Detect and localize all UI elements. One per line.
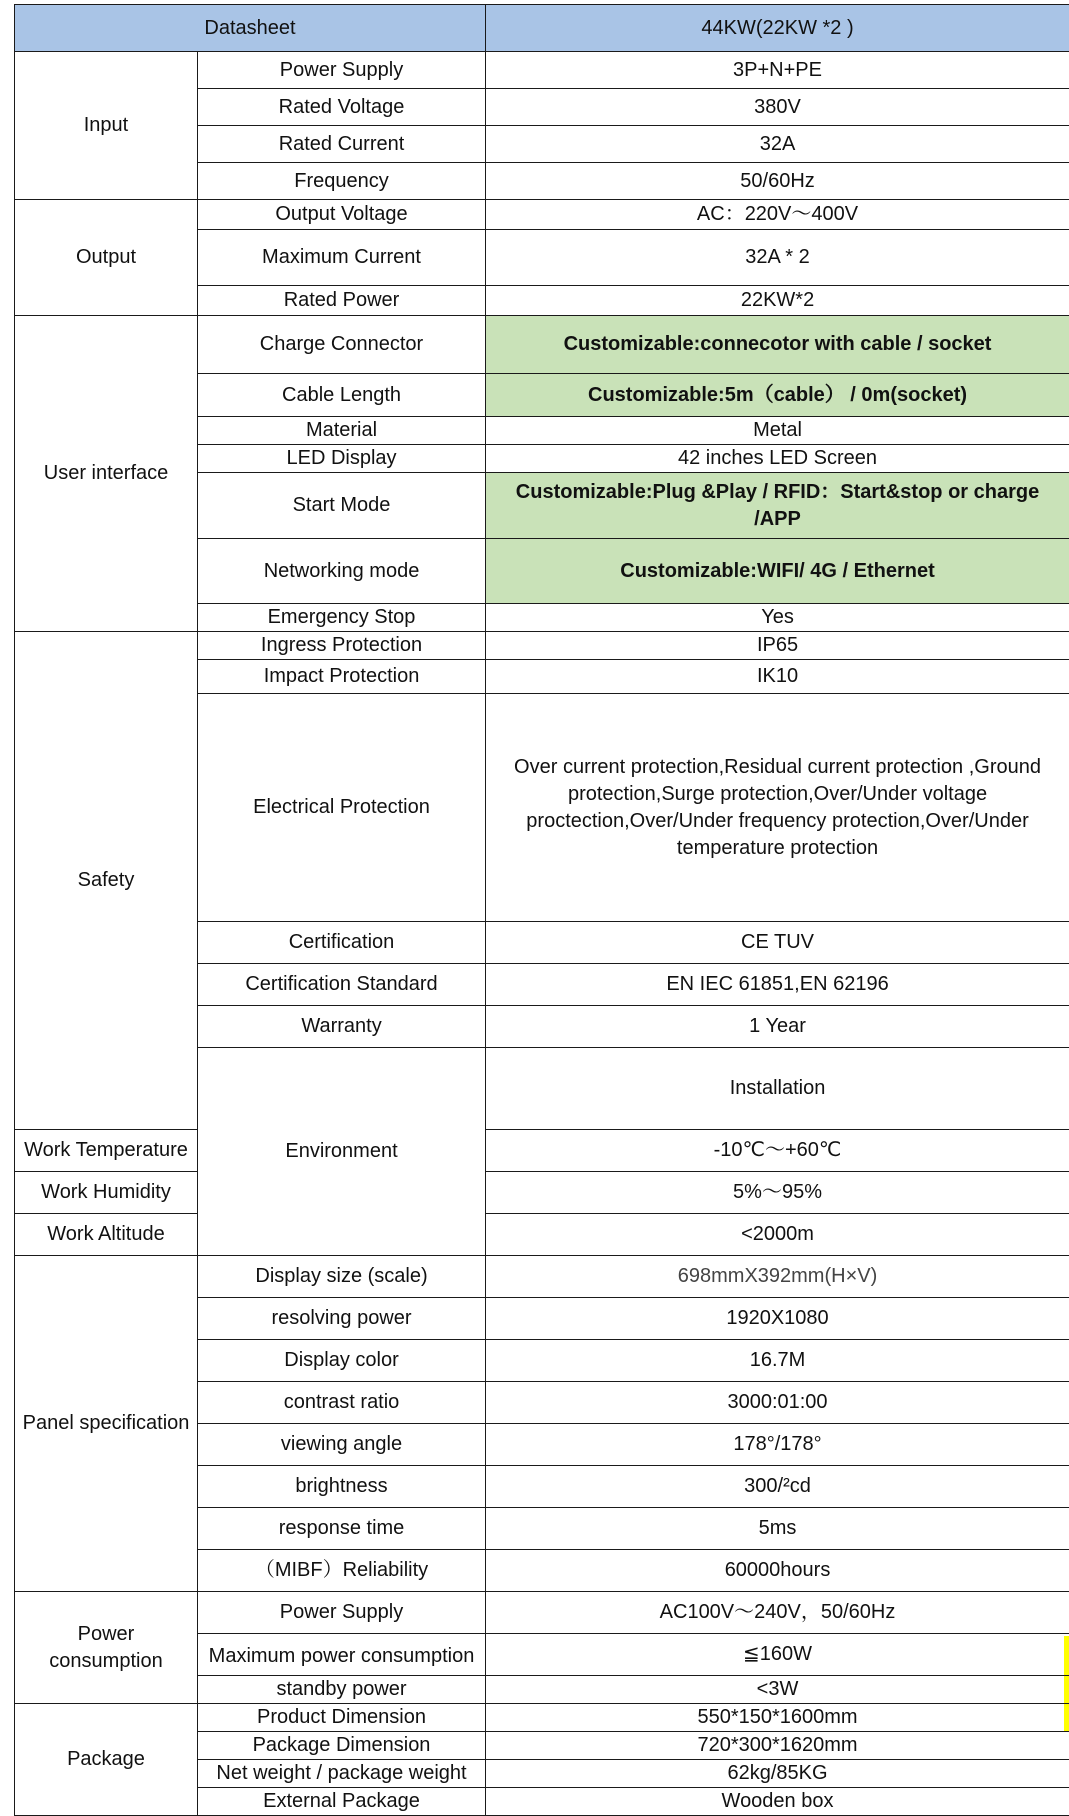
row-value: 50/60Hz <box>486 163 1069 200</box>
row-value: 22KW*2 <box>486 286 1069 316</box>
row-label: Material <box>198 417 486 445</box>
row-value: 5%～95% <box>486 1172 1069 1214</box>
row-label: External Package <box>198 1788 486 1816</box>
row-value: 32A <box>486 126 1069 163</box>
row-label: Power Supply <box>198 52 486 89</box>
group-user-interface: User interface <box>15 316 198 632</box>
row-label: Electrical Protection <box>198 694 486 922</box>
row-label: Frequency <box>198 163 486 200</box>
row-value: ≦160W <box>486 1634 1069 1676</box>
row-value: 60000hours <box>486 1550 1069 1592</box>
row-label: Charge Connector <box>198 316 486 374</box>
row-label: brightness <box>198 1466 486 1508</box>
group-input: Input <box>15 52 198 200</box>
row-value: 698mmX392mm(H×V) <box>486 1256 1069 1298</box>
row-value: <2000m <box>486 1214 1069 1256</box>
group-safety: Safety <box>15 632 198 1130</box>
row-value: 178°/178° <box>486 1424 1069 1466</box>
datasheet-table <box>14 4 1069 1816</box>
row-value: IK10 <box>486 660 1069 694</box>
row-value: 62kg/85KG <box>486 1760 1069 1788</box>
row-label: Warranty <box>198 1006 486 1048</box>
row-value: Customizable:Plug &Play / RFID：Start&stop or charge /APP <box>486 473 1069 539</box>
header-right: 44KW(22KW *2 ) <box>486 5 1069 52</box>
row-label: Installation <box>486 1048 1069 1130</box>
row-label: Output Voltage <box>198 200 486 230</box>
row-value: Yes <box>486 604 1069 632</box>
row-value: EN IEC 61851,EN 62196 <box>486 964 1069 1006</box>
table-row <box>15 1214 1069 1256</box>
row-label: contrast ratio <box>198 1382 486 1424</box>
group-environment: Environment <box>198 1048 486 1256</box>
row-label: Power Supply <box>198 1592 486 1634</box>
row-value: 300/²cd <box>486 1466 1069 1508</box>
row-label: Product Dimension <box>198 1704 486 1732</box>
row-label: Ingress Protection <box>198 632 486 660</box>
row-label: Certification Standard <box>198 964 486 1006</box>
row-label: Impact Protection <box>198 660 486 694</box>
header-left: Datasheet <box>15 5 486 52</box>
row-label: Certification <box>198 922 486 964</box>
row-value: AC：220V～400V <box>486 200 1069 230</box>
row-value: AC100V～240V，50/60Hz <box>486 1592 1069 1634</box>
row-value: 3P+N+PE <box>486 52 1069 89</box>
row-label: Cable Length <box>198 374 486 417</box>
row-label: Maximum Current <box>198 230 486 286</box>
row-label: viewing angle <box>198 1424 486 1466</box>
row-value: IP65 <box>486 632 1069 660</box>
row-label: Emergency Stop <box>198 604 486 632</box>
row-label: Net weight / package weight <box>198 1760 486 1788</box>
row-value: 3000:01:00 <box>486 1382 1069 1424</box>
row-label: Rated Current <box>198 126 486 163</box>
row-value: 32A * 2 <box>486 230 1069 286</box>
row-value: 380V <box>486 89 1069 126</box>
table-row <box>15 1172 1069 1214</box>
row-value: Customizable:WIFI/ 4G / Ethernet <box>486 539 1069 604</box>
row-value: Customizable:connecotor with cable / socket <box>486 316 1069 374</box>
row-label: Networking mode <box>198 539 486 604</box>
row-label: Rated Voltage <box>198 89 486 126</box>
row-value: -10℃～+60℃ <box>486 1130 1069 1172</box>
row-label: Display size (scale) <box>198 1256 486 1298</box>
row-value: Wooden box <box>486 1788 1069 1816</box>
row-label: response time <box>198 1508 486 1550</box>
row-value: Over current protection,Residual current protection ,Ground protection,Surge protection,Over/Under voltage proctection,Over/Under frequency protection,Over/Under temperature protection <box>486 694 1069 922</box>
row-value: Metal <box>486 417 1069 445</box>
group-power-consumption: Power consumption <box>15 1592 198 1704</box>
row-value: 1 Year <box>486 1006 1069 1048</box>
row-value: 42 inches LED Screen <box>486 445 1069 473</box>
table-row <box>15 52 1069 89</box>
row-label: Work Humidity <box>15 1172 198 1214</box>
row-value: 1920X1080 <box>486 1298 1069 1340</box>
group-panel-specification: Panel specification <box>15 1256 198 1592</box>
table-row <box>15 316 1069 374</box>
row-label: resolving power <box>198 1298 486 1340</box>
row-label: Package Dimension <box>198 1732 486 1760</box>
row-label: Start Mode <box>198 473 486 539</box>
row-label: Rated Power <box>198 286 486 316</box>
table-row <box>15 1256 1069 1298</box>
row-label: standby power <box>198 1676 486 1704</box>
table-row <box>15 1592 1069 1634</box>
table-row <box>15 200 1069 230</box>
row-label <box>198 1634 486 1676</box>
header-row <box>15 5 1069 52</box>
row-value: Customizable:5m（cable） / 0m(socket) <box>486 374 1069 417</box>
row-label: Work Temperature <box>15 1130 198 1172</box>
row-label: LED Display <box>198 445 486 473</box>
max-power-label: Maximum power consumption <box>202 1643 481 1667</box>
group-output: Output <box>15 200 198 316</box>
row-label: Work Altitude <box>15 1214 198 1256</box>
row-value: <3W <box>486 1676 1069 1704</box>
table-row <box>15 1704 1069 1732</box>
row-value: CE TUV <box>486 922 1069 964</box>
row-value: 720*300*1620mm <box>486 1732 1069 1760</box>
table-row <box>15 632 1069 660</box>
table-row <box>15 1130 1069 1172</box>
row-value: 16.7M <box>486 1340 1069 1382</box>
row-label: Display color <box>198 1340 486 1382</box>
row-value: 550*150*1600mm <box>486 1704 1069 1732</box>
row-label: （MIBF）Reliability <box>198 1550 486 1592</box>
row-value: 5ms <box>486 1508 1069 1550</box>
group-package: Package <box>15 1704 198 1816</box>
